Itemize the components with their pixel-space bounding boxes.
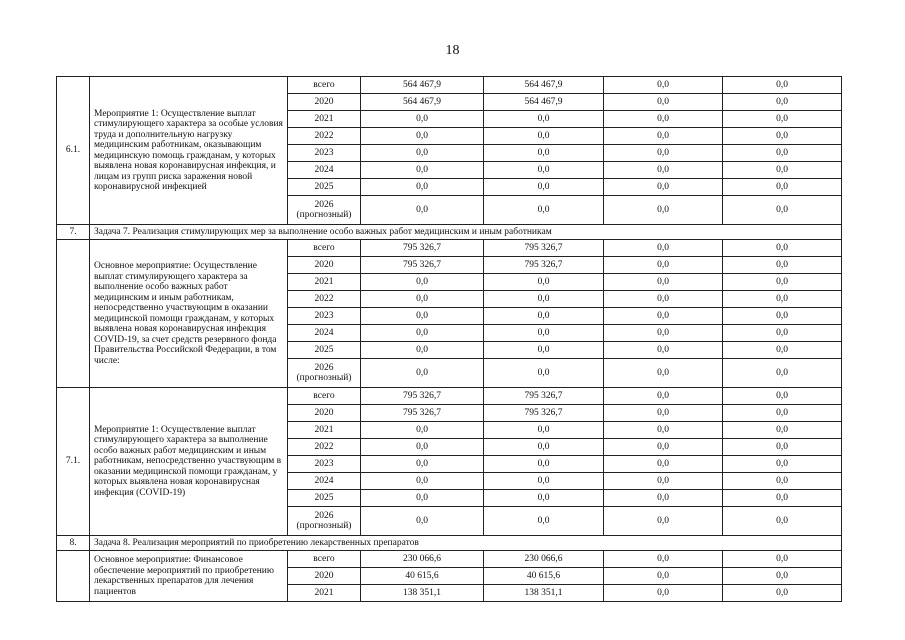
task-title: Задача 7. Реализация стимулирующих мер за выполнение особо важных работ медицинским и иным работникам (90, 225, 842, 240)
value-source-3: 0,0 (723, 128, 842, 145)
year-cell: 2026 (прогнозный) (288, 507, 361, 536)
value-source-1: 0,0 (484, 359, 604, 388)
value-total: 795 326,7 (361, 405, 484, 422)
value-source-2: 0,0 (604, 439, 723, 456)
value-source-2: 0,0 (604, 308, 723, 325)
value-source-2: 0,0 (604, 551, 723, 568)
value-total: 0,0 (361, 359, 484, 388)
value-source-1: 0,0 (484, 145, 604, 162)
value-source-2: 0,0 (604, 422, 723, 439)
task-number: 8. (57, 536, 90, 551)
value-source-3: 0,0 (723, 507, 842, 536)
year-cell: 2022 (288, 128, 361, 145)
value-source-3: 0,0 (723, 77, 842, 94)
activity-description: Мероприятие 1: Осуществление выплат стимулирующего характера за выполнение особо важных работ медицинским и иным работникам, непосредственно участвующим в оказании медицинской помощи гражданам, у которых выявлена новая коронавирусная инфекция (COVID-19) (90, 388, 288, 536)
year-cell: 2022 (288, 439, 361, 456)
year-cell: 2021 (288, 111, 361, 128)
value-source-1: 0,0 (484, 274, 604, 291)
value-source-1: 0,0 (484, 325, 604, 342)
value-total: 0,0 (361, 291, 484, 308)
year-cell: 2024 (288, 325, 361, 342)
value-source-3: 0,0 (723, 240, 842, 257)
value-source-3: 0,0 (723, 473, 842, 490)
value-source-1: 0,0 (484, 422, 604, 439)
value-source-2: 0,0 (604, 585, 723, 602)
value-total: 0,0 (361, 179, 484, 196)
value-source-2: 0,0 (604, 405, 723, 422)
value-source-3: 0,0 (723, 145, 842, 162)
value-source-1: 0,0 (484, 507, 604, 536)
value-source-2: 0,0 (604, 162, 723, 179)
value-source-3: 0,0 (723, 490, 842, 507)
value-total: 564 467,9 (361, 77, 484, 94)
page-number: 18 (445, 43, 460, 58)
value-total: 564 467,9 (361, 94, 484, 111)
value-source-1: 230 066,6 (484, 551, 604, 568)
value-source-3: 0,0 (723, 291, 842, 308)
value-source-1: 795 326,7 (484, 388, 604, 405)
activity-description: Основное мероприятие: Осуществление выплат стимулирующего характера за выполнение особо важных работ медицинским и иным работникам, непосредственно участвующим в оказании медицинской помощи гражданам, у которых выявлена новая коронавирусная инфекция COVID-19, за счет средств резервного фонда Правительства Российской Федерации, в том числе: (90, 240, 288, 388)
value-source-3: 0,0 (723, 585, 842, 602)
value-source-2: 0,0 (604, 179, 723, 196)
value-total: 0,0 (361, 111, 484, 128)
year-cell: 2023 (288, 456, 361, 473)
value-source-3: 0,0 (723, 325, 842, 342)
value-total: 795 326,7 (361, 388, 484, 405)
year-cell: 2020 (288, 568, 361, 585)
value-total: 230 066,6 (361, 551, 484, 568)
value-source-2: 0,0 (604, 507, 723, 536)
value-source-1: 0,0 (484, 456, 604, 473)
value-source-1: 40 615,6 (484, 568, 604, 585)
value-source-1: 0,0 (484, 291, 604, 308)
task-row (57, 536, 842, 551)
activity-number (57, 240, 90, 388)
value-source-1: 0,0 (484, 490, 604, 507)
value-source-1: 138 351,1 (484, 585, 604, 602)
value-source-2: 0,0 (604, 196, 723, 225)
value-total: 0,0 (361, 439, 484, 456)
value-source-3: 0,0 (723, 162, 842, 179)
value-source-1: 795 326,7 (484, 405, 604, 422)
activity-description: Мероприятие 1: Осуществление выплат стимулирующего характера за особые условия труда и дополнительную нагрузку медицинским работникам, оказывающим медицинскую помощь гражданам, у которых выявлена новая коронавирусная инфекция, и лицам из групп риска заражения новой коронавирусной инфекцией (90, 77, 288, 225)
year-cell: 2024 (288, 162, 361, 179)
value-source-1: 795 326,7 (484, 257, 604, 274)
value-source-2: 0,0 (604, 456, 723, 473)
value-source-3: 0,0 (723, 388, 842, 405)
value-source-2: 0,0 (604, 388, 723, 405)
table-row (57, 551, 842, 568)
value-source-2: 0,0 (604, 342, 723, 359)
value-total: 0,0 (361, 274, 484, 291)
value-source-2: 0,0 (604, 325, 723, 342)
value-total: 0,0 (361, 422, 484, 439)
table-row (57, 388, 842, 405)
value-source-2: 0,0 (604, 257, 723, 274)
year-cell: 2021 (288, 422, 361, 439)
value-total: 795 326,7 (361, 240, 484, 257)
value-source-1: 0,0 (484, 342, 604, 359)
value-total: 795 326,7 (361, 257, 484, 274)
value-source-3: 0,0 (723, 111, 842, 128)
year-cell: всего (288, 240, 361, 257)
value-total: 0,0 (361, 490, 484, 507)
year-cell: 2022 (288, 291, 361, 308)
value-source-1: 0,0 (484, 196, 604, 225)
year-cell: 2025 (288, 179, 361, 196)
task-row (57, 225, 842, 240)
value-source-1: 0,0 (484, 308, 604, 325)
value-source-3: 0,0 (723, 359, 842, 388)
value-source-2: 0,0 (604, 359, 723, 388)
year-cell: всего (288, 77, 361, 94)
value-source-3: 0,0 (723, 439, 842, 456)
activity-number: 7.1. (57, 388, 90, 536)
value-source-3: 0,0 (723, 196, 842, 225)
value-source-3: 0,0 (723, 422, 842, 439)
value-source-2: 0,0 (604, 145, 723, 162)
value-source-3: 0,0 (723, 405, 842, 422)
value-source-3: 0,0 (723, 179, 842, 196)
year-cell: 2024 (288, 473, 361, 490)
year-cell: 2023 (288, 308, 361, 325)
value-total: 0,0 (361, 325, 484, 342)
value-source-1: 0,0 (484, 179, 604, 196)
value-source-3: 0,0 (723, 274, 842, 291)
value-source-1: 0,0 (484, 128, 604, 145)
value-source-2: 0,0 (604, 77, 723, 94)
value-source-3: 0,0 (723, 308, 842, 325)
value-total: 40 615,6 (361, 568, 484, 585)
year-cell: 2020 (288, 94, 361, 111)
value-source-2: 0,0 (604, 291, 723, 308)
year-cell: всего (288, 388, 361, 405)
value-total: 0,0 (361, 196, 484, 225)
budget-table (56, 76, 842, 602)
value-source-1: 0,0 (484, 439, 604, 456)
value-source-3: 0,0 (723, 456, 842, 473)
table-row (57, 240, 842, 257)
year-cell: 2025 (288, 490, 361, 507)
value-source-2: 0,0 (604, 490, 723, 507)
value-total: 0,0 (361, 162, 484, 179)
value-source-3: 0,0 (723, 568, 842, 585)
year-cell: 2023 (288, 145, 361, 162)
value-total: 0,0 (361, 507, 484, 536)
value-total: 0,0 (361, 456, 484, 473)
value-total: 0,0 (361, 342, 484, 359)
task-title: Задача 8. Реализация мероприятий по приобретению лекарственных препаратов (90, 536, 842, 551)
value-source-2: 0,0 (604, 128, 723, 145)
value-source-3: 0,0 (723, 551, 842, 568)
value-source-1: 564 467,9 (484, 94, 604, 111)
value-source-3: 0,0 (723, 257, 842, 274)
task-number: 7. (57, 225, 90, 240)
value-source-2: 0,0 (604, 568, 723, 585)
value-source-2: 0,0 (604, 473, 723, 490)
value-source-1: 795 326,7 (484, 240, 604, 257)
year-cell: 2020 (288, 405, 361, 422)
table-body (57, 77, 842, 602)
value-total: 138 351,1 (361, 585, 484, 602)
value-source-2: 0,0 (604, 94, 723, 111)
value-source-3: 0,0 (723, 94, 842, 111)
year-cell: 2020 (288, 257, 361, 274)
value-source-2: 0,0 (604, 274, 723, 291)
activity-number: 6.1. (57, 77, 90, 225)
value-total: 0,0 (361, 308, 484, 325)
activity-number (57, 551, 90, 602)
year-cell: 2021 (288, 274, 361, 291)
activity-description: Основное мероприятие: Финансовое обеспечение мероприятий по приобретению лекарственных препаратов для лечения пациентов (90, 551, 288, 602)
table-row (57, 77, 842, 94)
value-source-2: 0,0 (604, 111, 723, 128)
year-cell: 2025 (288, 342, 361, 359)
value-source-1: 0,0 (484, 111, 604, 128)
year-cell: 2021 (288, 585, 361, 602)
value-source-1: 0,0 (484, 162, 604, 179)
value-source-1: 564 467,9 (484, 77, 604, 94)
year-cell: всего (288, 551, 361, 568)
value-total: 0,0 (361, 128, 484, 145)
value-source-2: 0,0 (604, 240, 723, 257)
value-source-3: 0,0 (723, 342, 842, 359)
value-total: 0,0 (361, 145, 484, 162)
value-total: 0,0 (361, 473, 484, 490)
year-cell: 2026 (прогнозный) (288, 359, 361, 388)
year-cell: 2026 (прогнозный) (288, 196, 361, 225)
value-source-1: 0,0 (484, 473, 604, 490)
